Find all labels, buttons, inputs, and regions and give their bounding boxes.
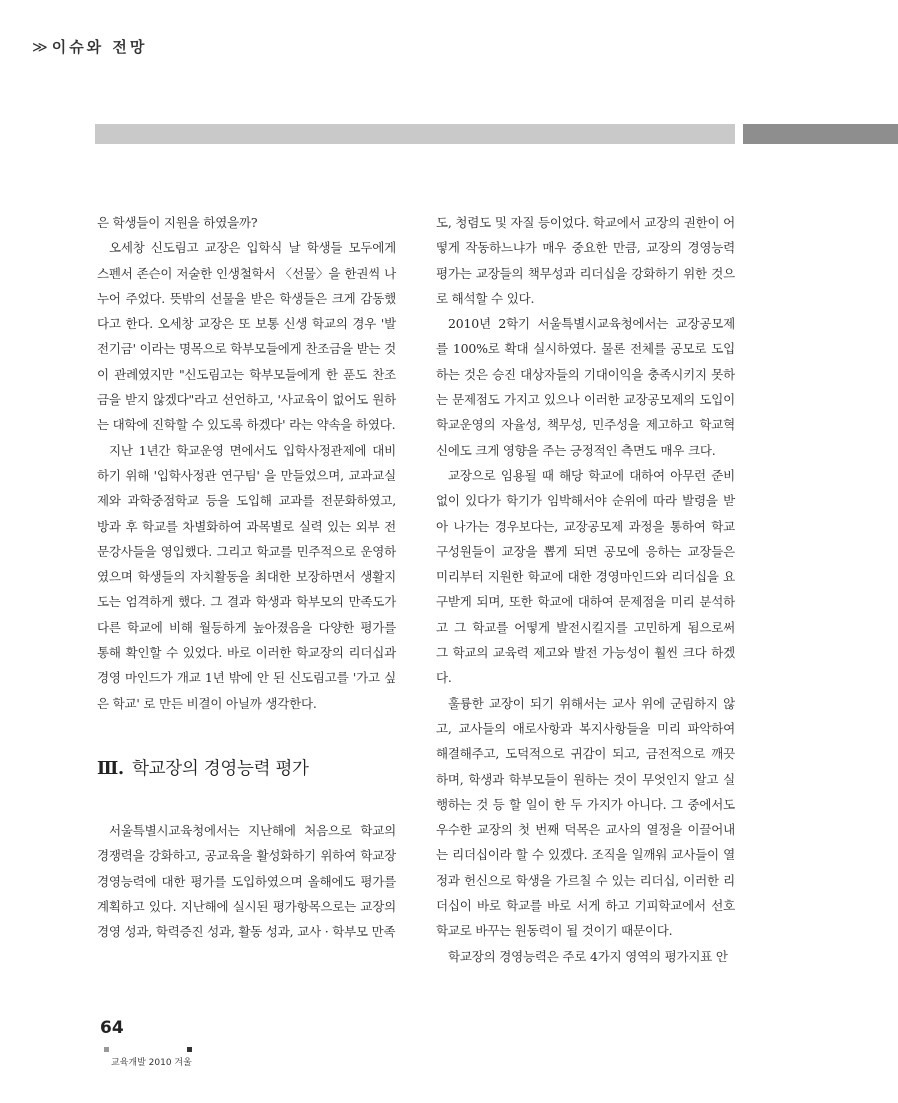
section-heading-text: 학교장의 경영능력 평가 [132, 758, 309, 779]
paragraph: 도, 청렴도 및 자질 등이었다. 학교에서 교장의 권한이 어떻게 작동하느냐가 매우 중요한 만큼, 교장의 경영능력 평가는 교장들의 책무성과 리더십을 강화하기 위한 것으로 해석할 수 있다. [436, 215, 735, 306]
paragraph: 학교장의 경영능력은 주로 4가지 영역의 평가지표 안 [448, 948, 728, 964]
paragraph: 오세창 신도림고 교장은 입학식 날 학생들 모두에게 스펜서 존슨이 저술한 인생철학서 〈선물〉을 한권씩 나누어 주었다. 뜻밖의 선물을 받은 학생들은 크게 감동했다고 한다. 오세창 교장은 또 보통 신생 학교의 경우 '발전기금' 이라는 명목으로 학부모들에게 찬조금을 받는 것이 관례였지만 "신도림고는 학부모들에게 한 푼도 찬조금을 받지 않겠다"라고 선언하고, '사교육이 없어도 원하는 대학에 진학할 수 있도록 하겠다' 라는 약속을 하였다. [97, 240, 397, 433]
section-header-title: 이슈와 전망 [51, 38, 148, 56]
paragraph: 서울특별시교육청에서는 지난해에 처음으로 학교의 경쟁력을 강화하고, 공교육을 활성화하기 위하여 학교장 경영능력에 대한 평가를 도입하였으며 올해에도 평가를 계획하고 있다. 지난해에 실시된 평가항목으로는 교장의 경영 성과, 학력증진 성과, 활동 성과, 교사 · 학부모 만족 [97, 822, 396, 940]
header-band-dark [743, 124, 898, 144]
page-number: 64 [100, 1018, 124, 1038]
paragraph: 은 학생들이 지원을 하였을까? [97, 215, 258, 230]
paragraph: 지난 1년간 학교운영 면에서도 입학사정관제에 대비하기 위해 '입학사정관 연구팀' 을 만들었으며, 교과교실제와 과학중점학교 등을 도입해 교과를 전문화하였고, 방과 후 학교를 차별화하여 과목별로 실력 있는 외부 전문강사들을 영입했다. 그리고 학교를 민주적으로 운영하였으며 학생들의 자치활동을 최대한 보장하면서 생활지도는 엄격하게 했다. 그 결과 학생과 학부모의 만족도가 다른 학교에 비해 월등하게 높아졌음을 다양한 평가를 통해 확인할 수 있었다. 바로 이러한 학교장의 리더십과 경영 마인드가 개교 1년 밖에 안 된 신도림고를 '가고 싶은 학교' 로 만든 비결이 아닐까 생각한다. [97, 442, 396, 711]
paragraph: 교장으로 임용될 때 해당 학교에 대하여 아무런 준비 없이 있다가 학기가 임박해서야 순위에 따라 발령을 받아 나가는 경우보다는, 교장공모제 과정을 통하여 학교 구성원들이 교장을 뽑게 되면 공모에 응하는 교장들은 미리부터 지원한 학교에 대한 경영마인드와 리더십을 요구받게 되며, 또한 학교에 대하여 문제점을 미리 분석하고 그 학교를 어떻게 발전시킬지를 고민하게 됨으로써 그 학교의 교육력 제고와 발전 가능성이 훨씬 크다 하겠다. [436, 467, 735, 686]
double-arrow-icon: ≫ [32, 38, 48, 56]
section-numeral: Ⅲ. [97, 758, 124, 779]
right-column [436, 210, 735, 969]
section-header [32, 36, 147, 57]
section-heading [97, 755, 396, 780]
header-band-light [95, 124, 735, 144]
footer-square-light [104, 1047, 109, 1052]
journal-name: 교육개발 2010 겨울 [111, 1058, 192, 1068]
left-column [97, 210, 396, 944]
footer-square-dark [187, 1047, 192, 1052]
paragraph: 훌륭한 교장이 되기 위해서는 교사 위에 군림하지 않고, 교사들의 애로사항과 복지사항들을 미리 파악하여 해결해주고, 도덕적으로 귀감이 되고, 금전적으로 깨끗하며, 학생과 학부모들이 원하는 것이 무엇인지 알고 실행하는 것 등 할 일이 한 두 가지가 아니다. 그 중에서도 우수한 교장의 첫 번째 덕목은 교사의 열정을 이끌어내는 리더십이라 할 수 있겠다. 조직을 일깨워 교사들이 열정과 헌신으로 학생을 가르칠 수 있는 리더십, 이러한 리더십이 바로 학교를 바로 서게 하고 기피학교에서 선호학교로 바꾸는 원동력이 될 것이기 때문이다. [436, 695, 735, 939]
paragraph: 2010년 2학기 서울특별시교육청에서는 교장공모제를 100%로 확대 실시하였다. 물론 전체를 공모로 도입하는 것은 승진 대상자들의 기대이익을 충족시키지 못하는 문제점도 가지고 있으나 이러한 교장공모제의 도입이 학교운영의 자율성, 책무성, 민주성을 제고하고 학교혁신에도 크게 영향을 주는 긍정적인 측면도 매우 크다. [436, 316, 735, 458]
